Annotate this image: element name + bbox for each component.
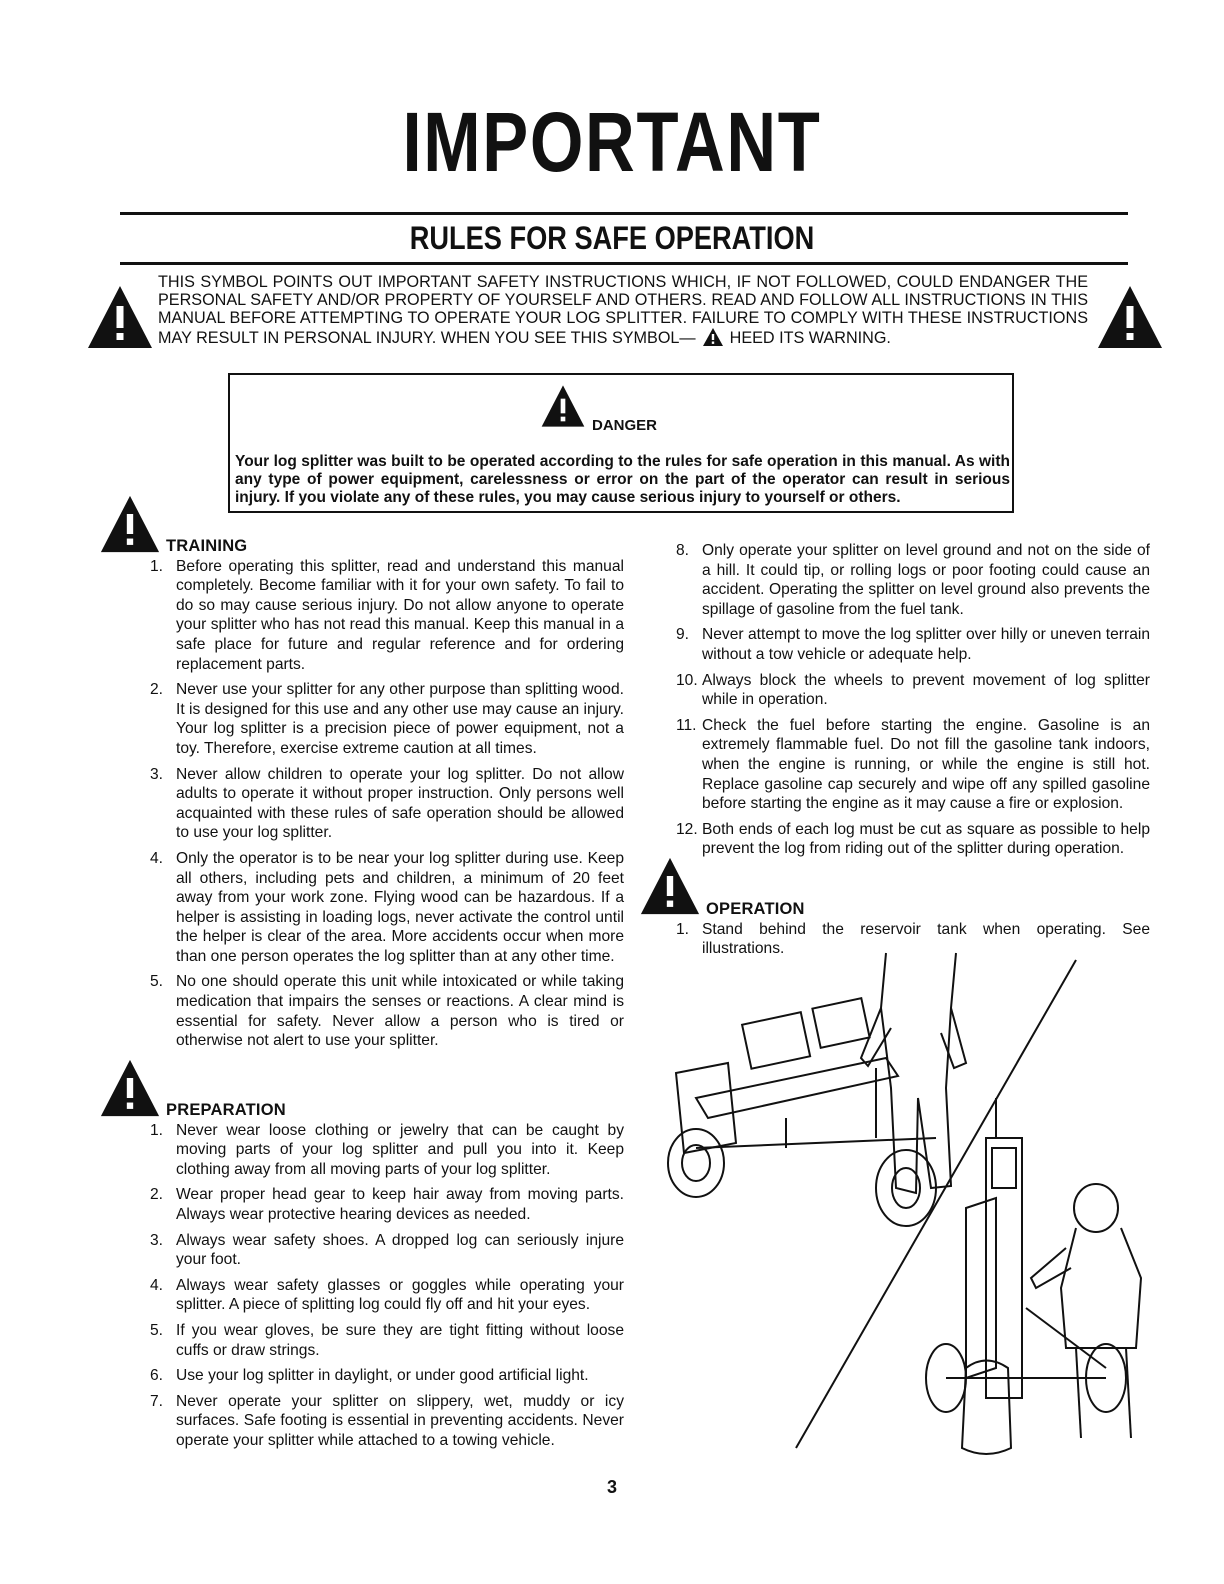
item-text: Before operating this splitter, read and understand this manual completely. Become familiar with it for your own safety. To fail to do so may cause serious injury. Do not allow anyone to operate your splitter who has not read this manual. Keep this manual in a safe place for future and regular reference and for ordering replacement parts.	[176, 557, 624, 673]
item-number: 1.	[676, 920, 690, 938]
item-text: Use your log splitter in daylight, or under good artificial light.	[176, 1367, 589, 1385]
list-item	[150, 972, 624, 1050]
list-item	[676, 820, 1150, 859]
list-item	[150, 765, 624, 843]
warning-icon	[86, 284, 154, 350]
training-list	[150, 557, 624, 1051]
preparation-list-continued	[676, 541, 1150, 859]
item-number: 2.	[150, 1186, 164, 1204]
item-number: 4.	[150, 1276, 164, 1294]
item-number: 6.	[150, 1367, 164, 1385]
item-text: Never attempt to move the log splitter over hilly or uneven terrain without a tow vehicle or adequate help.	[702, 626, 1150, 663]
item-number: 8.	[676, 542, 690, 559]
item-text: Wear proper head gear to keep hair away from moving parts. Always wear protective hearing devices as needed.	[176, 1186, 624, 1223]
list-item	[150, 1231, 624, 1270]
list-item	[150, 1321, 624, 1360]
item-number: 9.	[676, 626, 690, 644]
section-title: RULES FOR SAFE OPERATION	[409, 220, 815, 256]
list-item	[150, 1366, 624, 1386]
item-number: 4.	[150, 849, 164, 867]
item-number: 5.	[150, 1321, 164, 1339]
item-number: 7.	[150, 1392, 164, 1410]
item-text: Both ends of each log must be cut as square as possible to help prevent the log from riding out of the splitter during operation.	[702, 820, 1150, 858]
item-text: Never operate your splitter on slippery, wet, muddy or icy surfaces. Safe footing is essential in preventing accidents. Never operate your splitter while attached to a towing vehicle.	[176, 1392, 624, 1449]
intro-text: THIS SYMBOL POINTS OUT IMPORTANT SAFETY INSTRUCTIONS WHICH, IF NOT FOLLOWED, COULD ENDANGER THE PERSONAL SAFETY AND/OR PROPERTY OF YOURSELF AND OTHERS. READ AND FOLLOW ALL INSTRUCTIONS IN THIS MANUAL BEFORE ATTEMPTING TO OPERATE YOUR LOG SPLITTER. FAILURE TO COMPLY WITH THESE INSTRUCTIONS MAY RESULT IN PERSONAL INJURY. WHEN YOU SEE THIS SYMBOL—	[158, 273, 1088, 347]
intro-heed-text: HEED ITS WARNING.	[729, 329, 891, 347]
list-item	[676, 541, 1150, 619]
danger-icon	[540, 384, 586, 428]
item-number: 2.	[150, 681, 164, 699]
danger-text: Your log splitter was built to be operated according to the rules for safe operation in this manual. As with any type of power equipment, carelessness or error on the part of the operator can result in serious injury. If you violate any of these rules, you may cause serious injury to yourself or others.	[235, 453, 1010, 506]
list-item	[676, 625, 1150, 664]
item-text: Never use your splitter for any other purpose than splitting wood. It is designed for this use and any other use may cause an injury. Your log splitter is a precision piece of power equipment, not a toy. Therefore, exercise extreme caution at all times.	[176, 681, 624, 757]
item-number: 5.	[150, 973, 164, 991]
item-number: 10.	[676, 671, 698, 689]
page-number: 3	[606, 1477, 617, 1497]
item-text: Always wear safety glasses or goggles while operating your splitter. A piece of splitting log could fly off and hit your eyes.	[176, 1276, 624, 1314]
item-text: Stand behind the reservoir tank when operating. See illustrations.	[702, 920, 1150, 958]
subtitle-divider	[120, 262, 1128, 265]
preparation-section	[150, 1101, 624, 1457]
training-section	[150, 537, 624, 1057]
item-number: 1.	[150, 557, 164, 575]
training-heading: TRAINING	[166, 537, 248, 555]
list-item	[150, 1276, 624, 1315]
title-divider	[120, 212, 1128, 215]
item-text: Never allow children to operate your log splitter. Do not allow adults to operate it without proper instruction. Only persons well acquainted with these rules of safe operation should be allowed to use your log splitter.	[176, 765, 624, 842]
item-number: 11.	[676, 716, 697, 734]
item-number: 3.	[150, 765, 164, 783]
danger-label: DANGER	[592, 417, 658, 434]
safety-intro	[158, 273, 1088, 347]
list-item	[150, 1392, 624, 1451]
item-text: Check the fuel before starting the engine. Gasoline is an extremely flammable fuel. Do not fill the gasoline tank indoors, when the engine is running, or while the engine is still hot. Replace gasoline cap securely and wipe off any spilled gasoline before starting the engine as it may cause a fire or explosion.	[702, 716, 1150, 813]
item-number: 1.	[150, 1121, 164, 1139]
list-item	[150, 1185, 624, 1224]
list-item	[150, 849, 624, 967]
list-item	[150, 680, 624, 758]
list-item	[150, 1121, 624, 1180]
item-text: Only operate your splitter on level ground and not on the side of a hill. It could tip, or rolling logs or poor footing could cause an accident. Operating the splitter on level ground also prevents the spillage of gasoline from the fuel tank.	[702, 542, 1150, 618]
item-text: Never wear loose clothing or jewelry that can be caught by moving parts of your log splitter and pull you into it. Keep clothing away from all moving parts of your log splitter.	[176, 1121, 624, 1178]
item-text: Only the operator is to be near your log splitter during use. Keep all others, including pets and children, a minimum of 20 feet away from your work zone. Flying wood can be hazardous. If a helper is assisting in loading logs, never activate the control until the helper is clear of the area. More accidents occur when more than one person operates the log splitter than at any other time.	[176, 849, 624, 965]
preparation-list	[150, 1121, 624, 1451]
item-text: If you wear gloves, be sure they are tight fitting without loose cuffs or draw strings.	[176, 1321, 624, 1359]
list-item	[676, 716, 1150, 814]
item-text: No one should operate this unit while intoxicated or while taking medication that impairs the senses or reactions. A clear mind is essential for safety. Never allow a person who is tired or otherwise not alert to use your splitter.	[176, 973, 624, 1050]
list-item	[676, 671, 1150, 710]
item-number: 3.	[150, 1231, 164, 1249]
page-title: IMPORTANT	[402, 95, 822, 189]
item-text: Always block the wheels to prevent movement of log splitter while in operation.	[702, 671, 1150, 709]
item-text: Always wear safety shoes. A dropped log can seriously injure your foot.	[176, 1231, 624, 1269]
list-item	[150, 557, 624, 675]
item-number: 12.	[676, 820, 698, 838]
operation-heading: OPERATION	[706, 900, 805, 918]
warning-icon	[702, 327, 724, 347]
warning-icon	[1096, 284, 1164, 350]
log-splitter-illustration	[636, 948, 1156, 1463]
preparation-heading: PREPARATION	[166, 1101, 286, 1119]
preparation-continued	[676, 541, 1150, 865]
